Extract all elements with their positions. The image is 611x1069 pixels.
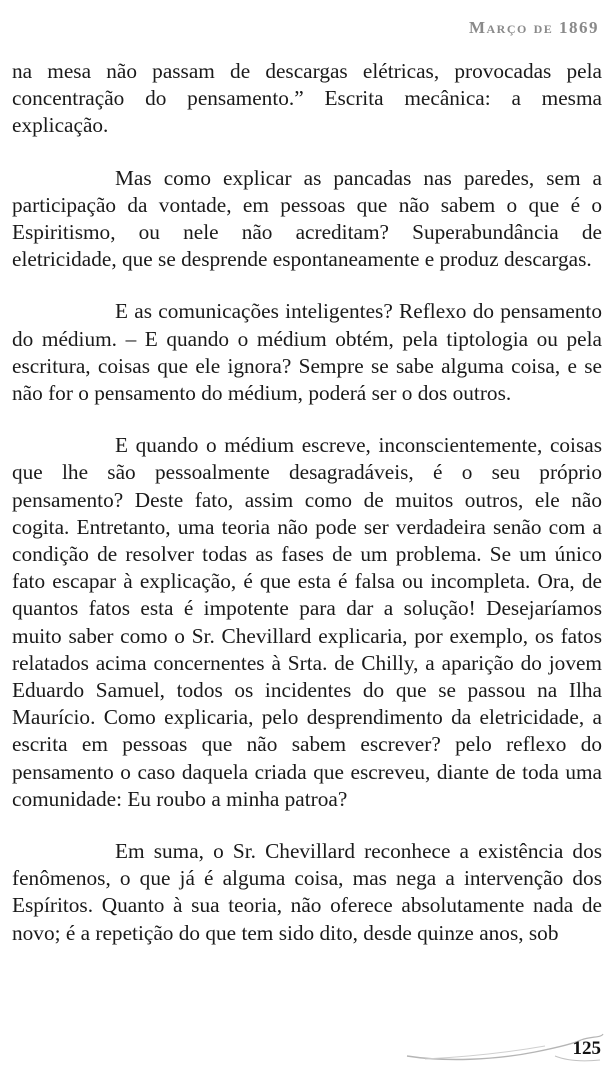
paragraph: Mas como explicar as pancadas nas paredes, sem a participação da vontade, em pessoas que não sabem o que é o Espiritismo, ou nele não acreditam? Superabundância de eletricidade, que se desprende espontaneamente e produz descargas. (12, 165, 602, 272)
paragraph-continuation: na mesa não passam de descargas elétricas, provocadas pela concentração do pensamento.” Escrita mecânica: a mesma explicação. (12, 59, 602, 138)
page-number: 125 (572, 1038, 601, 1059)
paragraph: E quando o médium escreve, inconscientemente, coisas que lhe são pessoalmente desagradáveis, é o seu próprio pensamento? Deste fato, assim como de muitos outros, ele não cogita. Entretanto, uma teoria não pode ser verdadeira senão com a condição de resolver todas as fases de um problema. Se um único fato escapar à explicação, é que esta é falsa ou incompleta. Ora, de quantos fatos esta é impotente para dar a solução! Desejaríamos muito saber como o Sr. Chevillard explicaria, por exemplo, os fatos relatados acima concernentes à Srta. de Chilly, a aparição do jovem Eduardo Samuel, todos os incidentes do que se passou na Ilha Maurício. Como explicaria, pelo desprendimento da eletricidade, a escrita em pessoas que não sabem escrever? pelo reflexo do pensamento o caso daquela criada que escreveu, diante de toda uma comunidade: Eu roubo a minha patroa? (12, 433, 602, 811)
paragraph: Em suma, o Sr. Chevillard reconhece a existência dos fenômenos, o que já é alguma coisa, mas nega a intervenção dos Espíritos. Quanto à sua teoria, não oferece absolutamente nada de novo; é a repetição do que tem sido dito, desde quinze anos, sob (12, 839, 602, 945)
paragraph: E as comunicações inteligentes? Reflexo do pensamento do médium. – E quando o médium obtém, pela tiptologia ou pela escritura, coisas que ele ignora? Sempre se sabe alguma coisa, e se não for o pensamento do médium, poderá ser o dos outros. (12, 299, 602, 406)
page-body (12, 58, 602, 972)
running-header: Março de 1869 (468, 18, 599, 37)
